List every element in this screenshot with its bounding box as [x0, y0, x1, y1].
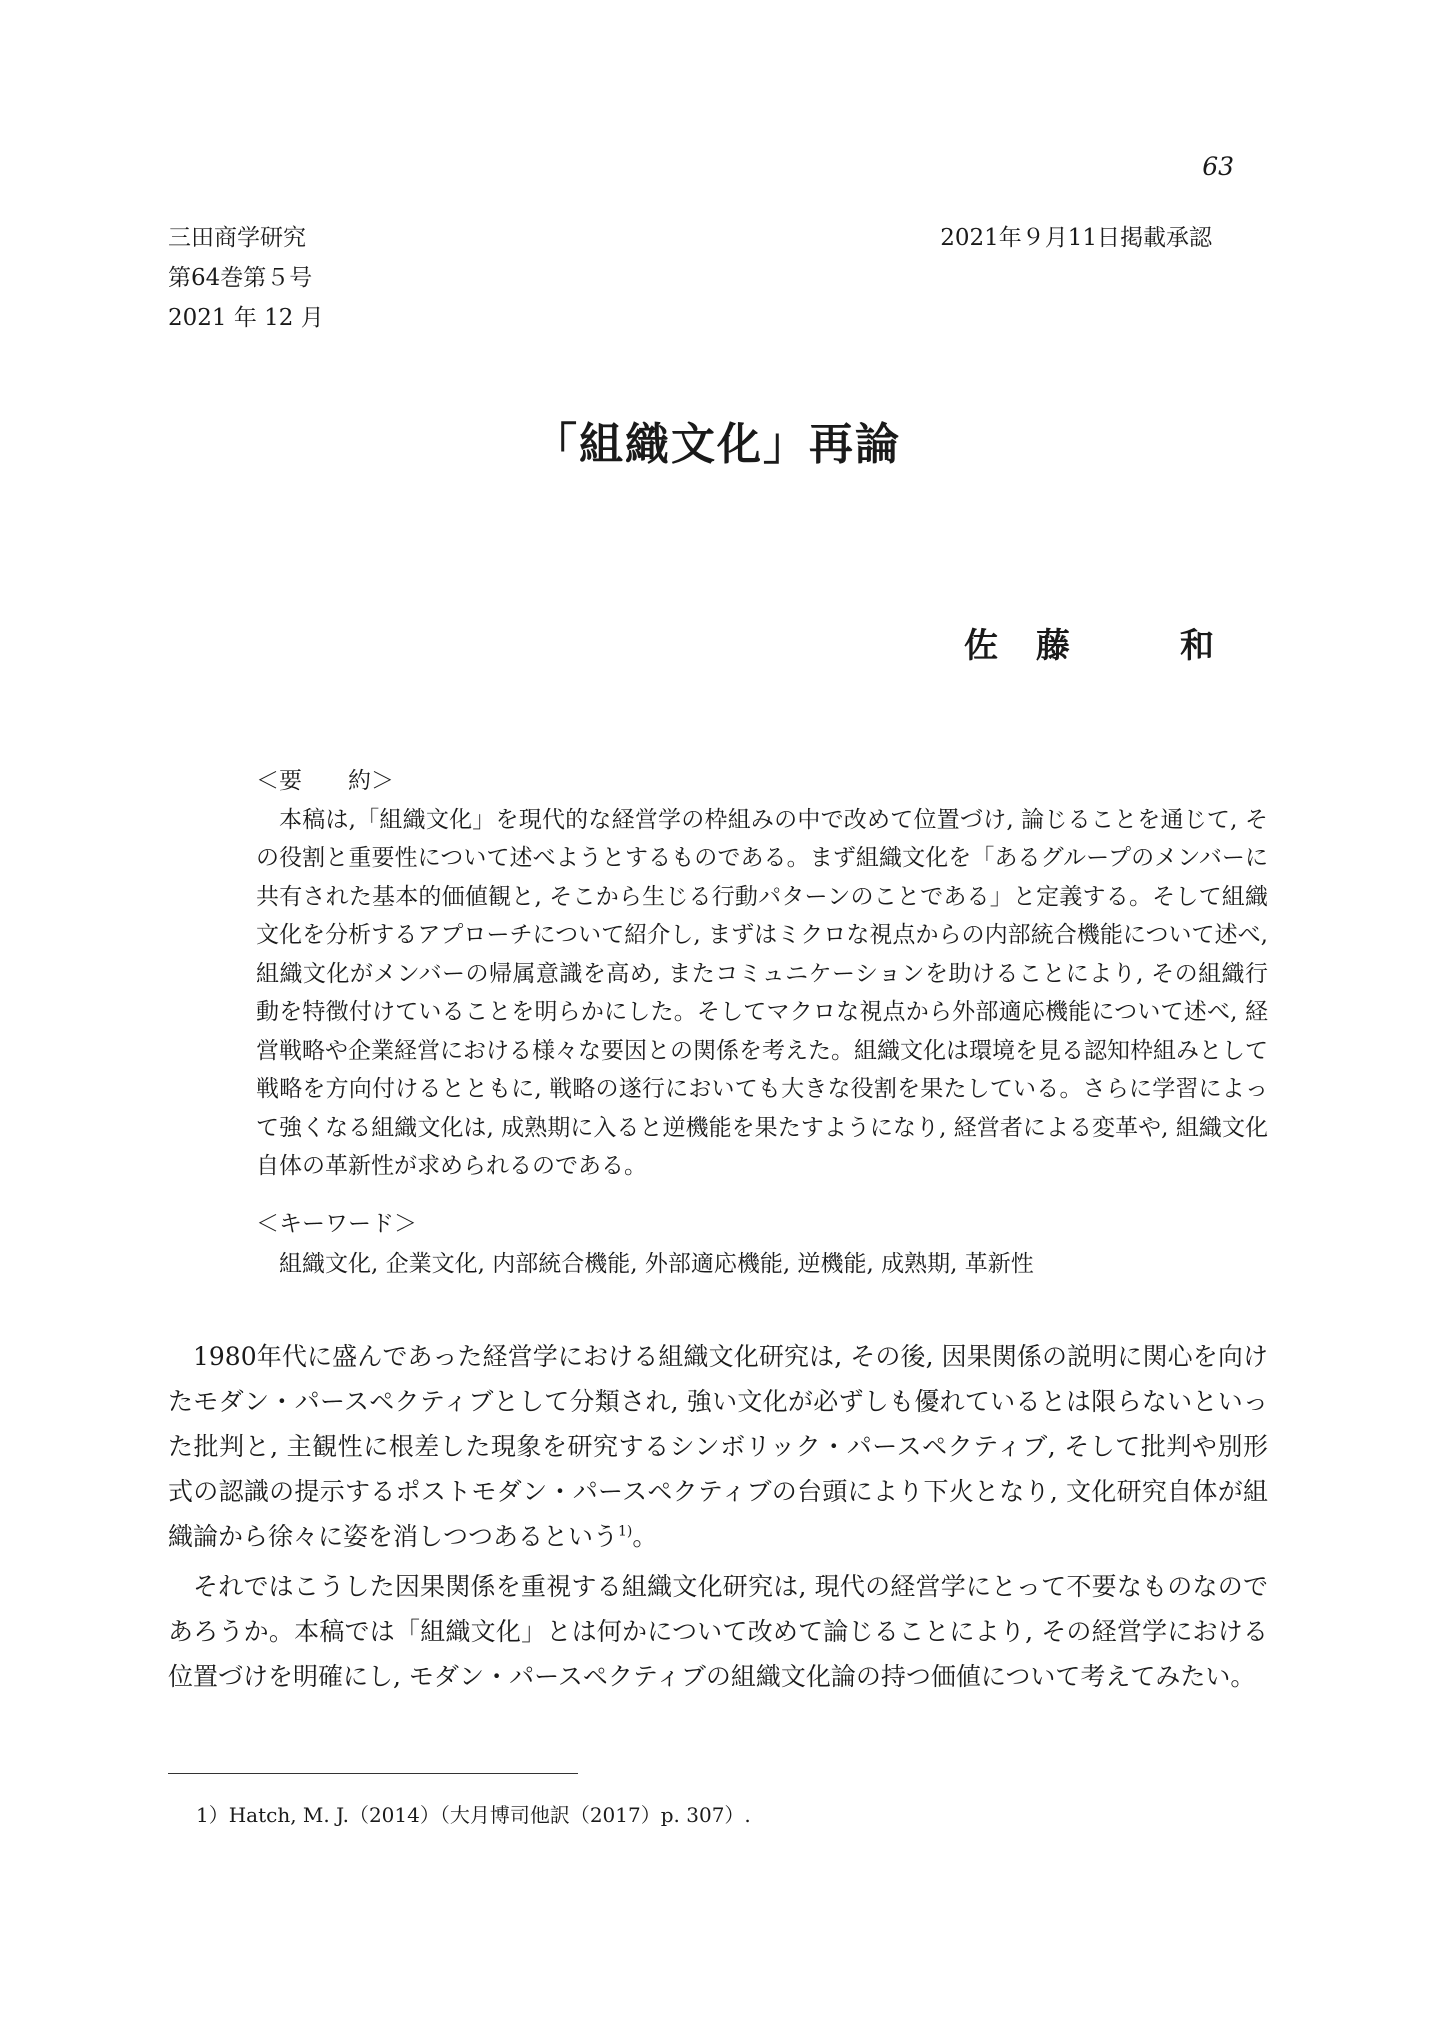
journal-date: 2021 年 12 月 [168, 305, 324, 331]
abstract-heading: ＜要 約＞ [256, 768, 394, 794]
journal-info [168, 218, 324, 338]
body-text [168, 1334, 1268, 1704]
keywords-list: 組織文化, 企業文化, 内部統合機能, 外部適応機能, 逆機能, 成熟期, 革新性 [279, 1251, 1034, 1277]
body-paragraph-1-text: 1980年代に盛んであった経営学における組織文化研究は, その後, 因果関係の説明に関心を向けたモダン・パースペクティブとして分類され, 強い文化が必ずしも優れているとは限らないといった批判と, 主観性に根差した現象を研究するシンボリック・パースペクティブ, そして批判や別形式の認識の提示するポストモダン・パースペクティブの台頭により下火となり, 文化研究自体が組織論から徐々に姿を消しつつあるという [168, 1342, 1268, 1551]
approval-date: 2021年９月11日掲載承認 [940, 225, 1212, 251]
footnote-divider [168, 1773, 578, 1774]
author-name: 佐 藤 和 [964, 626, 1216, 666]
keywords-heading: ＜キーワード＞ [256, 1211, 417, 1237]
footnote-1: 1）Hatch, M. J.（2014）（大月博司他訳（2017）p. 307）. [196, 1803, 751, 1827]
keywords [256, 1204, 1268, 1284]
body-paragraph-1 [168, 1334, 1268, 1559]
abstract [256, 762, 1268, 1186]
page-number: 63 [1202, 152, 1234, 181]
body-paragraph-1-end: 。 [632, 1522, 658, 1551]
abstract-text: 本稿は,「組織文化」を現代的な経営学の枠組みの中で改めて位置づけ, 論じることを通じて, その役割と重要性について述べようとするものである。まず組織文化を「あるグループのメンバーに共有された基本的価値観と, そこから生じる行動パターンのことである」と定義する。そして組織文化を分析するアプローチについて紹介し, まずはミクロな視点からの内部統合機能について述べ, 組織文化がメンバーの帰属意識を高め, またコミュニケーションを助けることにより, その組織行動を特徴付けていることを明らかにした。そしてマクロな視点から外部適応機能について述べ, 経営戦略や企業経営における様々な要因との関係を考えた。組織文化は環境を見る認知枠組みとして戦略を方向付けるとともに, 戦略の遂行においても大きな役割を果たしている。さらに学習によって強くなる組織文化は, 成熟期に入ると逆機能を果たすようになり, 経営者による変革や, 組織文化自体の革新性が求められるのである。 [256, 806, 1268, 1179]
paper-title: 「組織文化」再論 [533, 419, 901, 470]
journal-name: 三田商学研究 [168, 225, 306, 251]
journal-volume: 第64巻第５号 [168, 265, 313, 291]
body-paragraph-2: それではこうした因果関係を重視する組織文化研究は, 現代の経営学にとって不要なものなのであろうか。本稿では「組織文化」とは何かについて改めて論じることにより, その経営学における位置づけを明確にし, モダン・パースペクティブの組織文化論の持つ価値について考えてみたい。 [168, 1572, 1268, 1691]
footnote-ref-1[interactable]: 1) [618, 1523, 633, 1540]
